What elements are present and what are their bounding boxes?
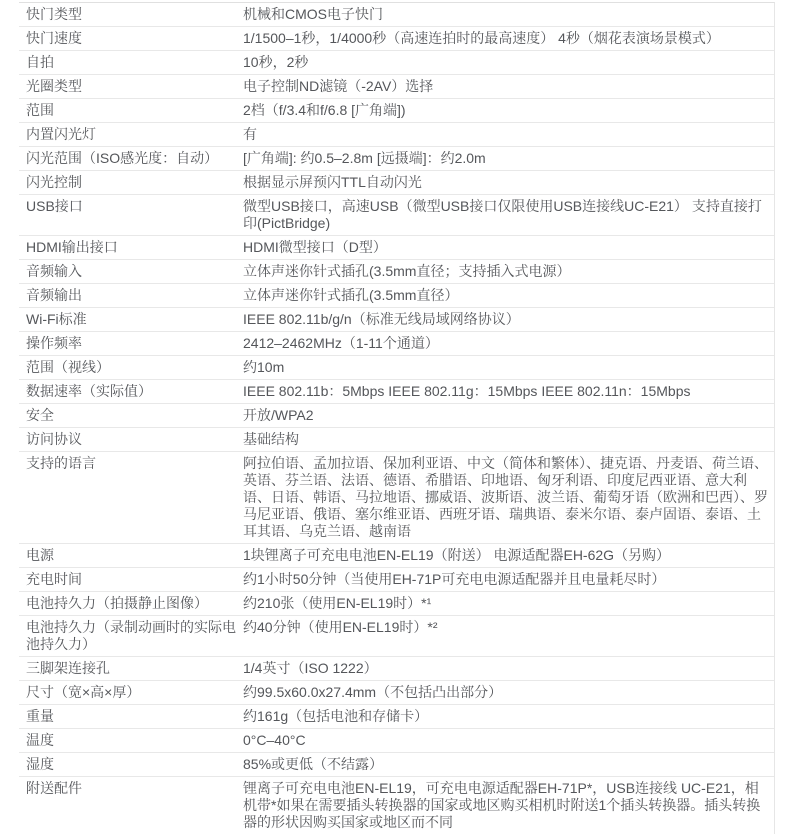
spec-value: 85%或更低（不结露）: [243, 756, 384, 772]
spec-row-self-timer: [19, 51, 774, 75]
spec-value: 根据显示屏预闪TTL自动闪光: [243, 174, 422, 190]
spec-value: 约210张（使用EN-EL19时）*¹: [243, 595, 432, 611]
spec-row-weight: [19, 705, 774, 729]
spec-value: 电子控制ND滤镜（-2AV）选择: [243, 78, 434, 94]
spec-value: 约10m: [243, 359, 285, 375]
spec-value: 2档（f/3.4和f/6.8 [广角端]): [243, 102, 406, 118]
spec-label: Wi-Fi标准: [26, 311, 87, 327]
spec-label: 闪光控制: [26, 174, 82, 190]
spec-label: 温度: [26, 732, 54, 748]
spec-row-battery-life-stills: [19, 592, 774, 616]
spec-label: 闪光范围（ISO感光度：自动）: [26, 150, 219, 166]
spec-row-power-source: [19, 544, 774, 568]
spec-value: 0°C–40°C: [243, 732, 306, 748]
spec-value: 约99.5x60.0x27.4mm（不包括凸出部分）: [243, 684, 503, 700]
spec-row-operating-frequency: [19, 332, 774, 356]
spec-label: 电池持久力（拍摄静止图像）: [26, 595, 208, 611]
spec-value: 约40分钟（使用EN-EL19时）*²: [243, 619, 438, 635]
spec-value: HDMI微型接口（D型）: [243, 239, 387, 255]
spec-label: 访问协议: [26, 431, 82, 447]
spec-label: 快门速度: [26, 30, 82, 46]
spec-value: 有: [243, 126, 257, 142]
spec-label: 电源: [26, 547, 54, 563]
spec-label: 三脚架连接孔: [26, 660, 110, 676]
spec-label: 尺寸（宽×高×厚）: [26, 684, 141, 700]
spec-label: 充电时间: [26, 571, 82, 587]
spec-label: USB接口: [26, 198, 83, 214]
spec-label: 范围: [26, 102, 54, 118]
spec-row-shutter-type: [19, 3, 774, 27]
spec-row-security: [19, 404, 774, 428]
spec-value: 微型USB接口，高速USB（微型USB接口仅限使用USB连接线UC-E21） 支持直接打印(PictBridge): [243, 198, 762, 231]
spec-row-temperature: [19, 729, 774, 753]
spec-value: 1/1500–1秒，1/4000秒（高速连拍时的最高速度） 4秒（烟花表演场景模式）: [243, 30, 720, 46]
spec-row-supported-languages: [19, 452, 774, 544]
spec-value: 1块锂离子可充电电池EN-EL19（附送） 电源适配器EH-62G（另购）: [243, 547, 671, 563]
spec-value: [广角端]: 约0.5–2.8m [远摄端]：约2.0m: [243, 150, 486, 166]
spec-row-humidity: [19, 753, 774, 777]
spec-value: 立体声迷你针式插孔(3.5mm直径）: [243, 287, 459, 303]
spec-row-dimensions: [19, 681, 774, 705]
spec-row-aperture-type: [19, 75, 774, 99]
spec-row-supplied-accessories: [19, 777, 774, 834]
spec-value: 约161g（包括电池和存储卡）: [243, 708, 429, 724]
spec-value: 开放/WPA2: [243, 407, 314, 423]
spec-label: 重量: [26, 708, 54, 724]
spec-row-shutter-speed: [19, 27, 774, 51]
spec-label: 范围（视线）: [26, 359, 110, 375]
spec-label: 操作频率: [26, 335, 82, 351]
spec-label: 快门类型: [26, 6, 82, 22]
spec-label: 安全: [26, 407, 54, 423]
spec-row-audio-output: [19, 284, 774, 308]
spec-label: 数据速率（实际值）: [26, 383, 152, 399]
spec-row-access-protocol: [19, 428, 774, 452]
spec-row-audio-input: [19, 260, 774, 284]
spec-row-wifi-range: [19, 356, 774, 380]
spec-label: 光圈类型: [26, 78, 82, 94]
spec-label: 电池持久力（录制动画时的实际电池持久力）: [26, 619, 236, 652]
spec-row-flash-control: [19, 171, 774, 195]
spec-row-battery-life-movies: [19, 616, 774, 657]
spec-label: 湿度: [26, 756, 54, 772]
spec-value: 1/4英寸（ISO 1222）: [243, 660, 378, 676]
spec-label: 音频输出: [26, 287, 82, 303]
spec-label: 自拍: [26, 54, 54, 70]
spec-row-charging-time: [19, 568, 774, 592]
spec-value: 阿拉伯语、孟加拉语、保加利亚语、中文（简体和繁体）、捷克语、丹麦语、荷兰语、英语、芬兰语、法语、德语、希腊语、印地语、匈牙利语、印度尼西亚语、意大利语、日语、韩语、马拉地语、挪威语、波斯语、波兰语、葡萄牙语（欧洲和巴西）、罗马尼亚语、俄语、塞尔维亚语、西班牙语、瑞典语、泰米尔语、泰卢固语、泰语、土耳其语、乌克兰语、越南语: [243, 455, 768, 539]
spec-value: 机械和CMOS电子快门: [243, 6, 383, 22]
spec-row-builtin-flash: [19, 123, 774, 147]
spec-value: 基础结构: [243, 431, 299, 447]
spec-value: 锂离子可充电电池EN-EL19，可充电电源适配器EH-71P*，USB连接线 UC-E21，相机带*如果在需要插头转换器的国家或地区购买相机时附送1个插头转换器。插头转换器的形状因购买国家或地区而不同: [243, 780, 761, 830]
spec-label: 音频输入: [26, 263, 82, 279]
spec-row-flash-range: [19, 147, 774, 171]
spec-row-hdmi-port: [19, 236, 774, 260]
spec-label: 支持的语言: [26, 455, 96, 471]
spec-label: 内置闪光灯: [26, 126, 96, 142]
spec-row-tripod-socket: [19, 657, 774, 681]
spec-value: IEEE 802.11b/g/n（标准无线局域网络协议）: [243, 311, 520, 327]
spec-value: 2412–2462MHz（1-11个通道）: [243, 335, 439, 351]
spec-value: 立体声迷你针式插孔(3.5mm直径；支持插入式电源）: [243, 263, 571, 279]
spec-value: IEEE 802.11b：5Mbps IEEE 802.11g：15Mbps IEEE 802.11n：15Mbps: [243, 383, 691, 399]
spec-row-wifi-standard: [19, 308, 774, 332]
spec-value: 约1小时50分钟（当使用EH-71P可充电电源适配器并且电量耗尽时）: [243, 571, 666, 587]
spec-row-usb-port: [19, 195, 774, 236]
spec-row-aperture-range: [19, 99, 774, 123]
spec-value: 10秒，2秒: [243, 54, 309, 70]
spec-label: HDMI输出接口: [26, 239, 118, 255]
spec-row-data-rate: [19, 380, 774, 404]
camera-spec-table: [19, 2, 775, 834]
spec-label: 附送配件: [26, 780, 82, 796]
